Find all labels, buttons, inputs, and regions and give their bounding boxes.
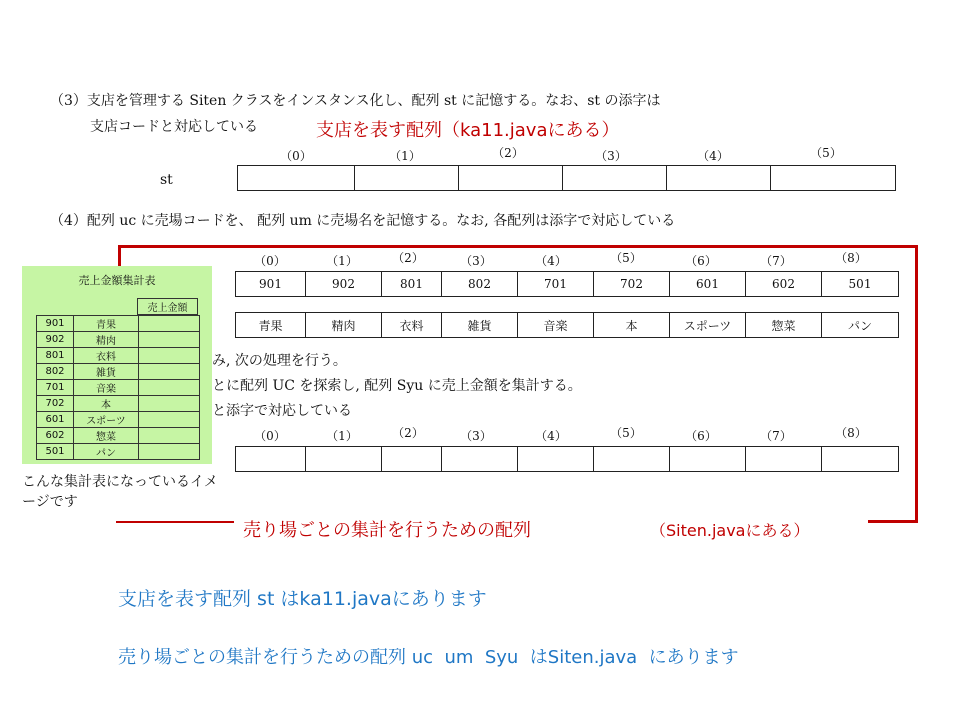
array-cell bbox=[382, 447, 442, 472]
array-cell bbox=[822, 447, 899, 472]
array-index-label: （0） bbox=[254, 254, 286, 268]
summary-name-cell: 本 bbox=[74, 396, 139, 412]
summary-name-cell: 惣菜 bbox=[74, 428, 139, 444]
array-cell bbox=[518, 447, 594, 472]
array-cell: 音楽 bbox=[518, 313, 594, 338]
array-index-label: （1） bbox=[326, 254, 358, 268]
summary-caption: こんな集計表になっているイメージです bbox=[22, 474, 218, 510]
summary-code-cell: 801 bbox=[37, 348, 74, 364]
summary-row bbox=[37, 332, 200, 348]
summary-amount-cell bbox=[139, 412, 200, 428]
summary-header-table bbox=[137, 298, 198, 315]
summary-name-cell: 雑貨 bbox=[74, 364, 139, 380]
st-annotation: 支店を表す配列（ka11.javaにある） bbox=[316, 120, 620, 141]
array-cell bbox=[670, 447, 746, 472]
summary-row bbox=[37, 444, 200, 460]
summary-body-table bbox=[36, 315, 200, 460]
array-index-label: （5） bbox=[610, 426, 642, 440]
q3-line2: 支店コードと対応している bbox=[90, 119, 258, 135]
q5-line1: み, 次の処理を行う。 bbox=[212, 353, 347, 369]
note-uc-um-syu: 売り場ごとの集計を行うための配列 uc um Syu はSiten.java にあります bbox=[118, 647, 739, 668]
array-index-label: （1） bbox=[389, 149, 421, 163]
array-index-label: （6） bbox=[685, 254, 717, 268]
summary-code-cell: 802 bbox=[37, 364, 74, 380]
summary-name-cell: パン bbox=[74, 444, 139, 460]
array-cell: 702 bbox=[594, 272, 670, 297]
summary-name-cell: スポーツ bbox=[74, 412, 139, 428]
bracket-bottom-left bbox=[116, 521, 234, 523]
array-cell: 雑貨 bbox=[442, 313, 518, 338]
array-index-label: （0） bbox=[280, 149, 312, 163]
summary-table-title: 売上金額集計表 bbox=[78, 274, 156, 287]
array-cell: 青果 bbox=[236, 313, 306, 338]
array-index-label: （3） bbox=[460, 429, 492, 443]
array-index-label: （1） bbox=[326, 429, 358, 443]
array-index-label: （6） bbox=[685, 429, 717, 443]
array-cell: 精肉 bbox=[306, 313, 382, 338]
array-cell: 602 bbox=[746, 272, 822, 297]
array-index-label: （0） bbox=[254, 429, 286, 443]
array-index-label: （5） bbox=[610, 251, 642, 265]
array-cell: 801 bbox=[382, 272, 442, 297]
summary-table-panel bbox=[22, 266, 212, 464]
summary-row bbox=[37, 428, 200, 444]
summary-name-cell: 衣料 bbox=[74, 348, 139, 364]
summary-header-cell: 売上金額 bbox=[138, 299, 198, 315]
array-index-label: （2） bbox=[392, 426, 424, 440]
q5-line3: と添字で対応している bbox=[212, 403, 352, 419]
um-array bbox=[235, 312, 899, 338]
summary-code-cell: 501 bbox=[37, 444, 74, 460]
array-cell bbox=[355, 166, 459, 191]
array-cell bbox=[442, 447, 518, 472]
st-array-label: st bbox=[160, 172, 173, 188]
bracket-right bbox=[915, 245, 918, 523]
array-cell: 501 bbox=[822, 272, 899, 297]
summary-amount-cell bbox=[139, 364, 200, 380]
summary-name-cell: 音楽 bbox=[74, 380, 139, 396]
array-cell bbox=[459, 166, 563, 191]
syu-annotation: 売り場ごとの集計を行うための配列 bbox=[243, 520, 531, 541]
array-cell bbox=[594, 447, 670, 472]
summary-code-cell: 602 bbox=[37, 428, 74, 444]
array-index-label: （4） bbox=[697, 149, 729, 163]
summary-amount-cell bbox=[139, 332, 200, 348]
summary-amount-cell bbox=[139, 428, 200, 444]
summary-row bbox=[37, 316, 200, 332]
bracket-bottom-right bbox=[868, 520, 918, 523]
array-cell bbox=[667, 166, 771, 191]
array-cell: パン bbox=[822, 313, 899, 338]
q4-line1: （4）配列 uc に売場コードを、 配列 um に売場名を記憶する。なお, 各配列は添字で対応している bbox=[50, 213, 676, 229]
note-st: 支店を表す配列 st はka11.javaにあります bbox=[118, 588, 487, 610]
array-cell bbox=[238, 166, 355, 191]
summary-code-cell: 901 bbox=[37, 316, 74, 332]
summary-code-cell: 701 bbox=[37, 380, 74, 396]
summary-amount-cell bbox=[139, 316, 200, 332]
array-index-label: （3） bbox=[460, 254, 492, 268]
summary-amount-cell bbox=[139, 348, 200, 364]
st-array bbox=[237, 165, 896, 191]
summary-amount-cell bbox=[139, 380, 200, 396]
array-index-label: （8） bbox=[835, 251, 867, 265]
array-cell: 本 bbox=[594, 313, 670, 338]
summary-row bbox=[37, 380, 200, 396]
array-cell: 惣菜 bbox=[746, 313, 822, 338]
array-index-label: （3） bbox=[595, 149, 627, 163]
syu-annotation-file: （Siten.javaにある） bbox=[650, 521, 810, 540]
bracket-top bbox=[118, 245, 918, 248]
array-index-label: （8） bbox=[835, 426, 867, 440]
summary-row bbox=[37, 364, 200, 380]
q5-line2: とに配列 UC を探索し, 配列 Syu に売上金額を集計する。 bbox=[212, 378, 582, 394]
summary-row bbox=[37, 348, 200, 364]
summary-row bbox=[37, 396, 200, 412]
summary-code-cell: 902 bbox=[37, 332, 74, 348]
array-cell bbox=[771, 166, 896, 191]
summary-name-cell: 青果 bbox=[74, 316, 139, 332]
array-cell: 601 bbox=[670, 272, 746, 297]
bracket-left-upper bbox=[118, 245, 121, 267]
array-cell bbox=[563, 166, 667, 191]
q3-line1: （3）支店を管理する Siten クラスをインスタンス化し、配列 st に記憶する。なお、st の添字は bbox=[50, 93, 661, 109]
array-index-label: （7） bbox=[760, 429, 792, 443]
array-index-label: （4） bbox=[535, 254, 567, 268]
summary-code-cell: 702 bbox=[37, 396, 74, 412]
array-index-label: （5） bbox=[810, 146, 842, 160]
summary-code-cell: 601 bbox=[37, 412, 74, 428]
summary-name-cell: 精肉 bbox=[74, 332, 139, 348]
array-cell: 701 bbox=[518, 272, 594, 297]
array-index-label: （7） bbox=[760, 254, 792, 268]
array-index-label: （2） bbox=[492, 146, 524, 160]
uc-array bbox=[235, 271, 899, 297]
array-cell: 902 bbox=[306, 272, 382, 297]
array-cell bbox=[306, 447, 382, 472]
array-cell bbox=[746, 447, 822, 472]
array-cell: 901 bbox=[236, 272, 306, 297]
array-cell bbox=[236, 447, 306, 472]
syu-array bbox=[235, 446, 899, 472]
summary-amount-cell bbox=[139, 396, 200, 412]
array-index-label: （2） bbox=[392, 251, 424, 265]
array-index-label: （4） bbox=[535, 429, 567, 443]
summary-amount-cell bbox=[139, 444, 200, 460]
array-cell: 衣料 bbox=[382, 313, 442, 338]
summary-row bbox=[37, 412, 200, 428]
array-cell: 802 bbox=[442, 272, 518, 297]
array-cell: スポーツ bbox=[670, 313, 746, 338]
